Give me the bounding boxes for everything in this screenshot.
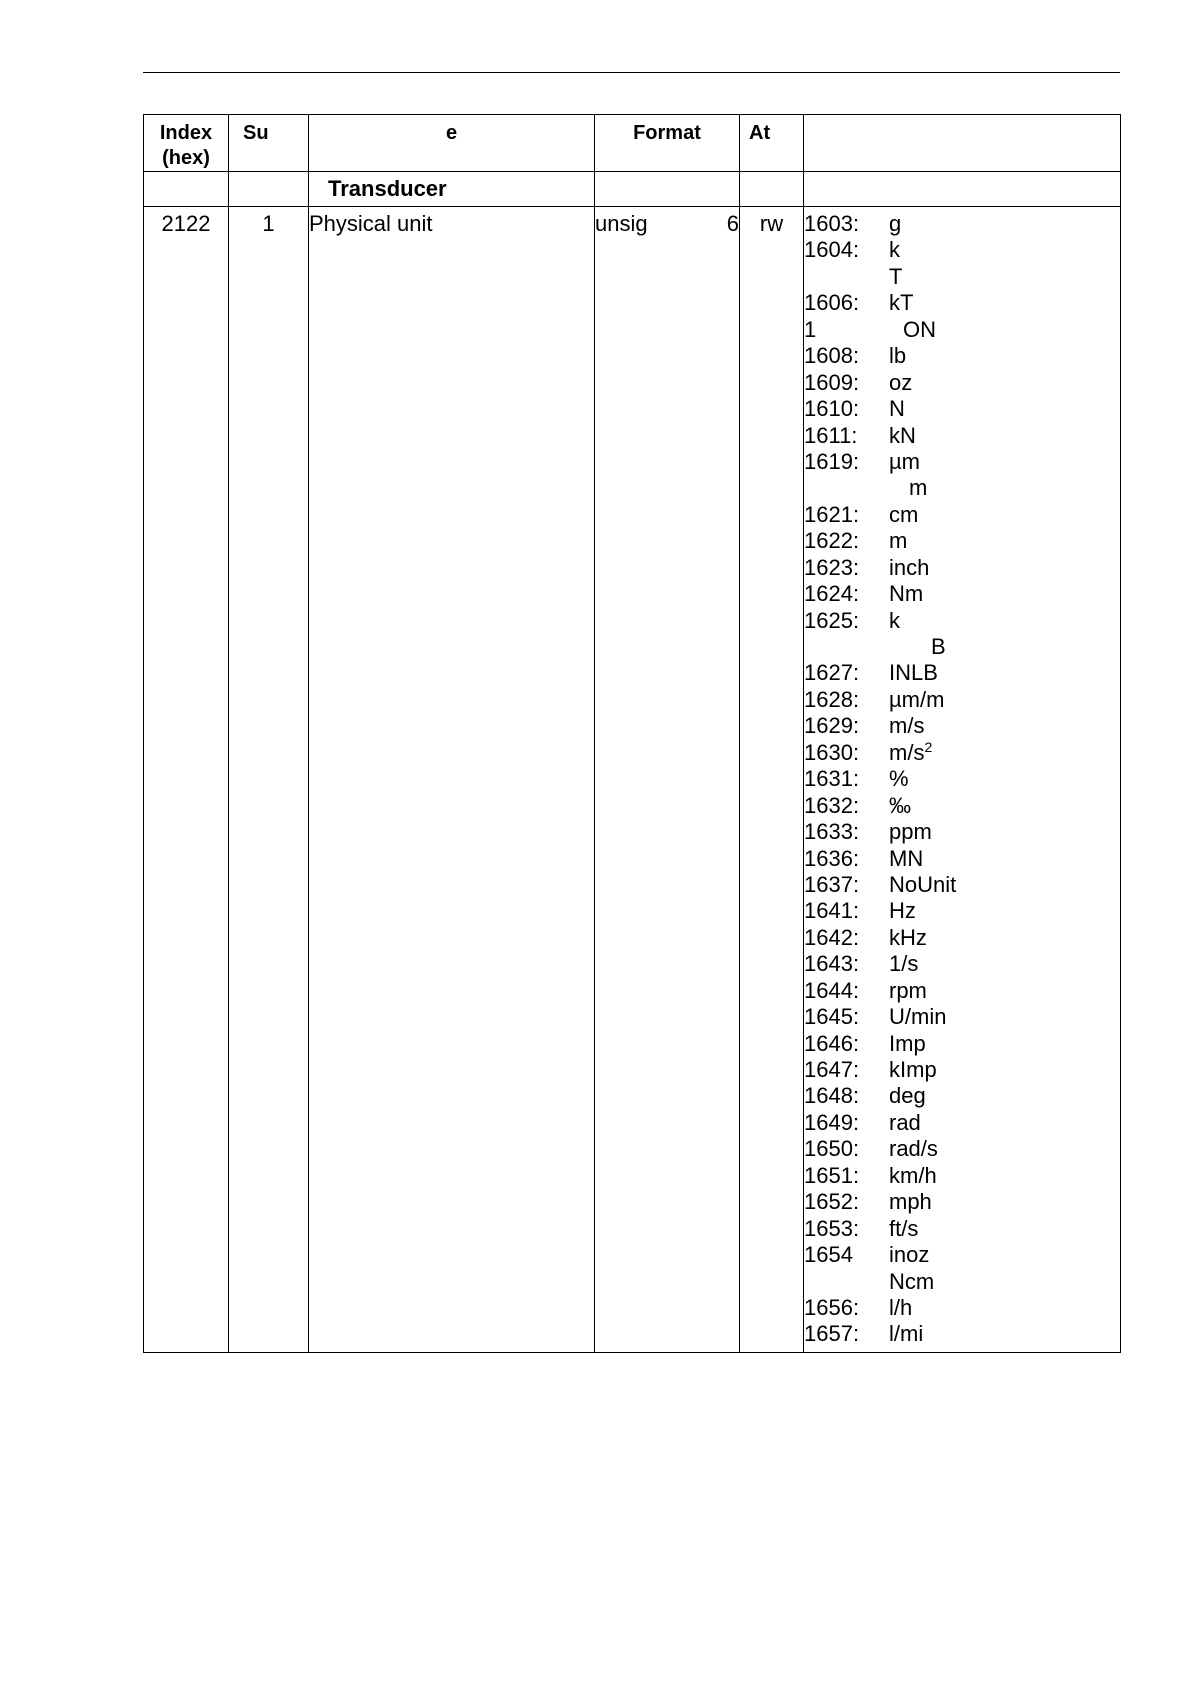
value-code: 1624: [804, 581, 860, 607]
value-unit: ppm [889, 819, 932, 845]
section-cell-values [804, 172, 1121, 207]
value-unit: T [889, 263, 903, 289]
cell-index: 2122 [144, 207, 229, 1353]
list-item [804, 846, 1120, 872]
list-item [804, 1110, 1120, 1136]
list-item [804, 317, 1120, 343]
cell-name: Physical unit [309, 207, 595, 1353]
list-item [804, 1083, 1120, 1109]
value-unit: k [889, 607, 900, 633]
list-item [804, 713, 1120, 739]
value-code: 1633: [804, 819, 860, 845]
list-item [804, 1136, 1120, 1162]
column-header-sub: Su [229, 115, 309, 172]
value-code: 1629: [804, 713, 860, 739]
list-item [804, 370, 1120, 396]
list-item [804, 555, 1120, 581]
list-item [804, 872, 1120, 898]
list-item [804, 528, 1120, 554]
value-code: 1646: [804, 1030, 860, 1056]
value-unit: rad/s [889, 1136, 938, 1162]
value-code: 1651: [804, 1162, 860, 1188]
column-header-index-line2: (hex) [162, 147, 210, 169]
value-code: 1648: [804, 1083, 860, 1109]
value-unit: NoUnit [889, 871, 957, 897]
list-item [804, 608, 1120, 634]
value-unit: Nm [889, 581, 924, 607]
value-unit: 1/s [889, 951, 919, 977]
value-unit: m [889, 528, 908, 554]
list-item [804, 660, 1120, 686]
column-header-format: Format [595, 115, 740, 172]
value-unit: $m/s^2$ [889, 738, 933, 765]
value-code [804, 264, 889, 290]
column-header-index-line1: Index [159, 122, 213, 144]
value-unit: l/h [889, 1294, 913, 1320]
value-unit: U/min [889, 1004, 947, 1030]
list-item [804, 475, 1120, 501]
value-unit: m [909, 475, 928, 501]
list-item [804, 1242, 1120, 1268]
value-unit: µm [889, 448, 921, 474]
value-code: 1653: [804, 1215, 860, 1241]
value-code: 1 [804, 316, 817, 342]
format-type: unsig [595, 211, 648, 236]
list-item [804, 1163, 1120, 1189]
value-unit: k [889, 237, 900, 263]
list-item [804, 819, 1120, 845]
value-code: 1652: [804, 1189, 860, 1215]
table-header-row [144, 115, 1121, 172]
value-unit: Imp [889, 1030, 926, 1056]
value-unit: rad [889, 1109, 921, 1135]
list-item [804, 1321, 1120, 1347]
superscript: 2 [924, 738, 933, 755]
value-unit: oz [889, 369, 913, 395]
column-header-values [804, 115, 1121, 172]
value-code: 1623: [804, 554, 860, 580]
value-code: 1656: [804, 1294, 860, 1320]
list-item [804, 581, 1120, 607]
section-cell-sub [229, 172, 309, 207]
cell-values [804, 207, 1121, 1353]
value-code: 1632: [804, 792, 860, 818]
list-item [804, 343, 1120, 369]
list-item [804, 1057, 1120, 1083]
value-code: 1644: [804, 977, 860, 1003]
value-unit: ‰ [889, 792, 911, 818]
value-unit: ft/s [889, 1215, 919, 1241]
list-item [804, 1295, 1120, 1321]
value-unit: µm/m [889, 686, 945, 712]
column-header-name: e [309, 115, 595, 172]
value-unit: Hz [889, 898, 916, 924]
list-item [804, 978, 1120, 1004]
value-code: 1643: [804, 951, 860, 977]
section-cell-format [595, 172, 740, 207]
value-code: 1606: [804, 290, 860, 316]
list-item [804, 1189, 1120, 1215]
cell-attr: rw [740, 207, 804, 1353]
value-code: 1608: [804, 343, 860, 369]
list-item [804, 449, 1120, 475]
value-code: 1645: [804, 1004, 860, 1030]
value-code: 1627: [804, 660, 860, 686]
value-list [804, 211, 1120, 1348]
value-unit: kT [889, 290, 914, 316]
list-item [804, 1004, 1120, 1030]
section-row [144, 172, 1121, 207]
value-unit: cm [889, 501, 919, 527]
header-rule [143, 72, 1120, 73]
cell-format [595, 207, 740, 1353]
value-code [804, 634, 889, 660]
value-code: 1647: [804, 1057, 860, 1082]
list-item [804, 766, 1120, 792]
value-unit: m/s [889, 713, 925, 739]
value-unit: inoz [889, 1242, 930, 1268]
value-code: 1650: [804, 1136, 860, 1162]
value-unit: inch [889, 554, 930, 580]
value-unit: ON [903, 316, 936, 342]
value-code: 1622: [804, 528, 860, 554]
value-unit: kHz [889, 924, 927, 950]
section-title: Transducer [309, 172, 595, 207]
value-unit: % [889, 766, 909, 792]
value-unit: lb [889, 343, 907, 369]
value-unit: kN [889, 422, 916, 448]
cell-sub: 1 [229, 207, 309, 1353]
value-unit: deg [889, 1083, 926, 1109]
list-item [804, 211, 1120, 237]
value-code [804, 475, 889, 501]
table-row [144, 207, 1121, 1353]
list-item [804, 1031, 1120, 1057]
value-code: 1619: [804, 448, 860, 474]
value-code: 1625: [804, 607, 860, 633]
column-header-index [144, 115, 229, 172]
value-code: 1642: [804, 924, 860, 950]
list-item [804, 237, 1120, 263]
list-item [804, 1269, 1120, 1295]
value-code: 1610: [804, 396, 860, 422]
list-item [804, 793, 1120, 819]
value-unit: N [889, 396, 905, 422]
value-code: 1654 [804, 1242, 853, 1268]
value-unit: B [931, 634, 946, 659]
value-code: 1641: [804, 898, 860, 924]
value-unit: km/h [889, 1162, 937, 1188]
list-item [804, 898, 1120, 924]
value-unit: l/mi [889, 1321, 924, 1347]
value-code: 1609: [804, 369, 860, 395]
value-code [804, 1269, 889, 1295]
list-item [804, 951, 1120, 977]
value-code: 1657: [804, 1321, 860, 1347]
list-item [804, 687, 1120, 713]
value-code: 1636: [804, 845, 860, 871]
value-code: 1628: [804, 686, 860, 712]
list-item [804, 396, 1120, 422]
list-item [804, 290, 1120, 316]
value-code: 1630: [804, 739, 860, 765]
value-unit: MN [889, 845, 924, 871]
column-header-attr: At [740, 115, 804, 172]
section-cell-index [144, 172, 229, 207]
format-size: 6 [726, 211, 739, 236]
list-item [804, 264, 1120, 290]
value-unit: kImp [889, 1057, 937, 1082]
value-unit: g [889, 211, 902, 236]
value-code: 1604: [804, 237, 860, 263]
parameter-table [143, 114, 1121, 1353]
value-code: 1621: [804, 501, 860, 527]
list-item [804, 925, 1120, 951]
list-item [804, 423, 1120, 449]
value-code: 1637: [804, 871, 860, 897]
value-unit: mph [889, 1189, 932, 1215]
value-code: 1631: [804, 766, 860, 792]
value-code: 1611: [804, 422, 858, 448]
value-code: 1649: [804, 1109, 860, 1135]
list-item [804, 502, 1120, 528]
list-item [804, 634, 1120, 660]
section-cell-attr [740, 172, 804, 207]
list-item [804, 1216, 1120, 1242]
value-unit: Ncm [889, 1268, 935, 1294]
list-item [804, 740, 1120, 766]
value-unit: rpm [889, 977, 927, 1003]
value-unit: INLB [889, 660, 938, 686]
value-code: 1603: [804, 211, 860, 236]
